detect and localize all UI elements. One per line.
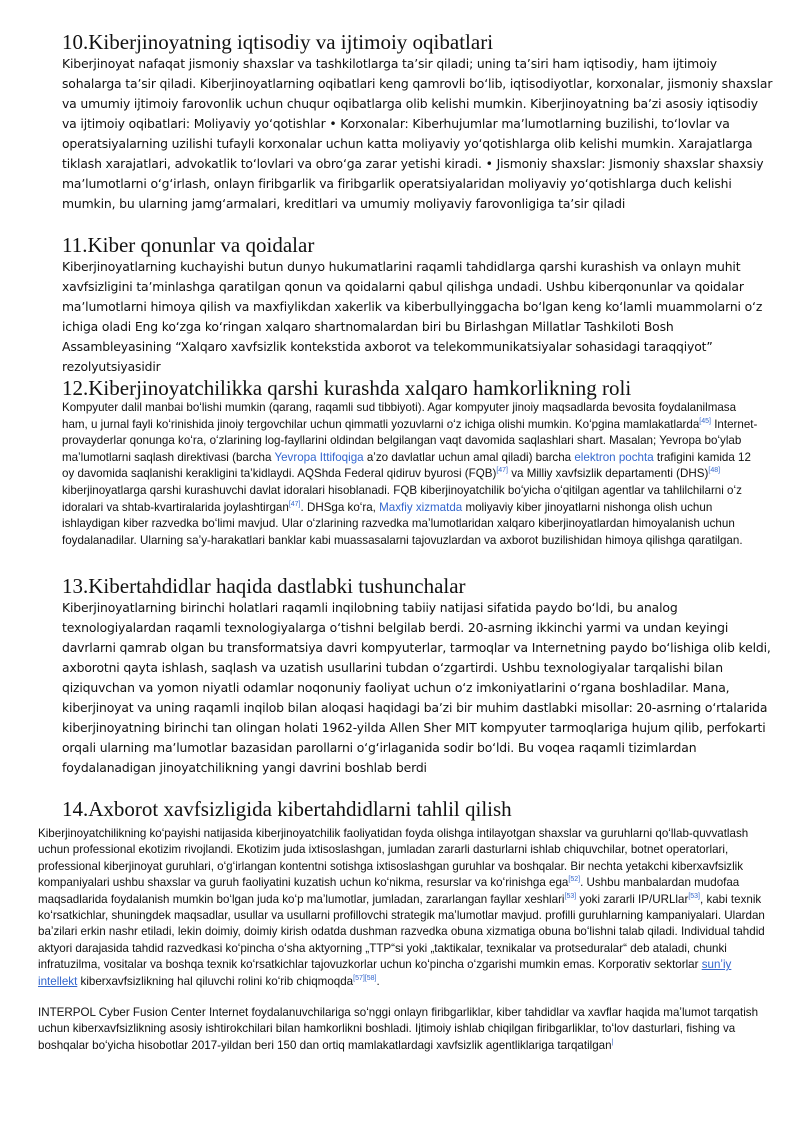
section-14-paragraph-1 [38, 826, 772, 990]
text-run: Kiberjinoyatchilikning koʻpayishi natijasida kiberjinoyatchilik faoliyatidan foyda olishga intilayotgan shaxslar va guruhlarni qoʻllab-quvvatlash uchun professional ekotizim rivojlandi. Ekotizim juda ixtisoslashgan, jumladan zararli dasturlarni ishlab chiquvchilar, botnet operatorlari, professional kiberjinoyat guruhlari, oʻgʻirlangan kontentni sotishga ixtisoslashgan guruhlar va boshqalar. Bir nechta yetakchi kiberxavfsizlik kompaniyalari ushbu shaxslar va guruh faoliyatini kuzatish uchun koʻnikma, resurslar va koʻrinishga ega [38, 827, 749, 890]
reference-53-b[interactable]: [53] [688, 892, 700, 900]
section-12-text [62, 400, 762, 549]
text-run: moliyaviy kiber jinoyatlarni nishonga olish uchun ishlaydigan kiber razvedka boʻlimi mavjud. Ular oʻzlarining razvedka maʼlumotlaridan xalqaro kiberjinoyatlardan himoyalanish uchun foydalanadilar. Ularning saʼy-harakatlari banklar kabi muassasalarni tajovuzlardan va axborot buzilishidan himoya qilishga qaratilgan. [62, 500, 743, 547]
text-run: Internet-provayderlar qonunga koʻra, oʻzlarining log-fayllarini oldindan belgilangan vaqt davomida saqlashlari shart. Masalan; Yevropa boʻylab maʼlumotlarni saqlash direktivasi (barcha [62, 417, 758, 464]
section-13-heading: 13.Kibertahdidlar haqida dastlabki tushunchalar [62, 574, 466, 598]
reference-marker[interactable]: | [611, 1038, 614, 1046]
section-10-heading: 10.Kiberjinoyatning iqtisodiy va ijtimoiy oqibatlari [62, 30, 494, 54]
section-10-text: Kiberjinoyat nafaqat jismoniy shaxslar va tashkilotlarga taʼsir qiladi; uning taʼsiri ham iqtisodiy, ham ijtimoiy sohalarga taʼsir qiladi. Kiberjinoyatlarning oqibatlari keng qamrovli boʻlib, iqtisodiyotlar, korxonalar, jismoniy shaxslar va umumiy ijtimoiy farovonlik uchun chuqur oqibatlarga olib kelishi mumkin. Kiberjinoyatning baʼzi asosiy iqtisodiy va ijtimoiy oqibatlari: Moliyaviy yoʻqotishlar • Korxonalar: Kiberhujumlar maʼlumotlarning buzilishi, toʻlovlar va operatsiyalarning uzilishi tufayli korxonalar uchun katta moliyaviy yoʻqotishlarga olib kelishi mumkin. Xarajatlarga tiklash xarajatlari, advokatlik toʻlovlari va obroʻga zarar yetishi kiradi. • Jismoniy shaxslar: Jismoniy shaxslar shaxsiy maʼlumotlarni oʻgʻirlash, onlayn firibgarlik va firibgarlik operatsiyalaridan moliyaviy yoʻqotishlarga duch kelishi mumkin, bu ularning jamgʻarmalari, kreditlari va umumiy moliyaviy farovonligiga taʼsir qiladi [62, 56, 773, 211]
reference-47[interactable]: [47] [496, 467, 509, 475]
link-elektron-pochta[interactable]: elektron pochta [574, 450, 654, 464]
link-suniy-intellekt[interactable]: sunʼiy intellekt [38, 958, 732, 988]
text-run: . DHSga koʻra, [300, 500, 380, 514]
section-11-text: Kiberjinoyatlarning kuchayishi butun dunyo hukumatlarini raqamli tahdidlarga qarshi kurashish va onlayn muhit xavfsizligini taʼminlashga qaratilgan qonun va qoidalarni qabul qilishga undadi. Ushbu kiberqonunlar va qoidalar maʼlumotlarni himoya qilish va maxfiylikdan xakerlik va kiberbullyinggacha boʻlgan keng koʻlamli muammolarni oʻz ichiga oladi Eng koʻzga koʻringan xalqaro shartnomalardan biri bu Birlashgan Millatlar Tashkiloti Bosh Assambleyasining “Xalqaro xavfsizlik kontekstida axborot va telekommunikatsiyalar sohasidagi taraqqiyot” rezolyutsiyasidir [62, 259, 763, 374]
reference-48[interactable]: [48] [708, 467, 721, 475]
reference-57-58[interactable]: [57][58] [353, 974, 377, 982]
text-run: . [376, 974, 380, 988]
section-14-paragraph-2 [38, 1005, 772, 1054]
section-11-heading: 11.Kiber qonunlar va qoidalar [62, 233, 315, 257]
text-run: kiberjinoyatlarga qarshi kurashuvchi davlat idoralari hisoblanadi. FQB kiberjinoyatchilik boʻyicha oʻqitilgan agentlar va tahlilchilarni oʻz idoralari va shtab-kvartiralarida joylashtirgan [62, 483, 742, 514]
text-run: yoki zararli IP/URLlar [576, 892, 689, 906]
section-14-heading: 14.Axborot xavfsizligida kibertahdidlarni tahlil qilish [62, 797, 512, 821]
link-yevropa-ittifoqiga[interactable]: Yevropa Ittifoqiga [274, 450, 364, 464]
text-run: trafigini kamida 12 oy davomida saqlanishi kerakligini taʼkidlaydi. AQShda Federal qidiruv byurosi (FQB) [62, 450, 751, 481]
text-run: Kompyuter dalil manbai boʻlishi mumkin (qarang, raqamli sud tibbiyoti). Agar kompyuter jinoiy maqsadlarda bevosita foydalanilmasa ham, u jurnal fayli koʻrinishida jinoiy tergovchilar uchun qimmatli yozuvlarni oʻz ichiga olishi mumkin. Koʻpgina mamlakatlarda [62, 401, 737, 431]
section-12-heading: 12.Kiberjinoyatchilikka qarshi kurashda xalqaro hamkorlikning roli [62, 376, 632, 400]
reference-47-b[interactable]: [47] [288, 500, 301, 508]
text-run: aʼzo davlatlar uchun amal qiladi) barcha [363, 450, 575, 464]
text-run: va Milliy xavfsizlik departamenti (DHS) [508, 467, 709, 481]
text-run: , kabi texnik koʻrsatkichlar, shuningdek maqsadlar, usullar va usullarni profillovchi strategik maʼlumotlar mavjud. profilli guruhlarning kampaniyalari. Ulardan baʼzilari erkin nashr etiladi, lekin doimiy, doimiy kirish odatda dushman razvedka obuna xizmatiga obuna boʻlishni talab qiladi. Individual tahdid aktyori darajasida tahdid razvedkasi koʻpincha oʻsha aktyorning „TTP“si yoki „taktikalar, texnikalar va protseduralar“ deb ataladi, chunki infratuzilma, vositalar va boshqa texnik koʻrsatkichlar tajovuzkorlar uchun koʻpincha oʻzgarishi mumkin emas. Korporativ sektorlar [38, 892, 765, 972]
section-13-text: Kiberjinoyatlarning birinchi holatlari raqamli inqilobning tabiiy natijasi sifatida paydo boʻldi, bu analog texnologiyalardan raqamli texnologiyalarga oʻtishni belgilab berdi. 20-asrning ikkinchi yarmi va undan keyingi davrlarni qamrab olgan bu transformatsiya davri kompyuterlar, tarmoqlar va Internetning paydo boʻlishiga olib keldi, axborotni qayta ishlash, saqlash va uzatish usullarini tubdan oʻzgartirdi. Ushbu texnologiyalar tarqalishi bilan qiziquvchan va yomon niyatli odamlar noqonuniy faoliyat uchun oʻz imkoniyatlarini oʻrgana boshladilar. Mana, kiberjinoyat va uning raqamli inqilob bilan aloqasi haqidagi baʼzi bir muhim dastlabki misollar: 20-asrning oʻrtalarida kiberjinoyatning birinchi tan olingan holati 1962-yilda Allen Sher MIT kompyuter tarmoqlariga hujum qilib, perfokarti orqali ularning maʼlumotlar bazasidan parollarni oʻgʻirlaganida sodir boʻldi. Bu voqea raqamli tizimlardan foydalanadigan jinoyatchilikning yangi davrini boshlab berdi [62, 600, 771, 775]
reference-52[interactable]: [52] [568, 876, 581, 884]
text-run: INTERPOL Cyber Fusion Center Internet foydalanuvchilariga soʻnggi onlayn firibgarliklar, kiber tahdidlar va xavflar haqida maʼlumot tarqatish uchun kiberxavfsizlikning asosiy ishtirokchilari bilan hamkorlikni boshladi. Ijtimoiy ishlab chiqilgan firibgarliklar, toʻlov dasturlari, fishing va boshqalar boʻyicha hisobotlar 2017-yildan beri 150 dan ortiq mamlakatlardagi xavfsizlik agentliklariga tarqatilgan [38, 1006, 759, 1052]
link-maxfiy-xizmatda[interactable]: Maxfiy xizmatda [379, 500, 463, 514]
text-run: . Ushbu manbalardan mudofaa maqsadlarida foydalanish mumkin boʻlgan juda koʻp maʼlumotlar, jumladan, zararlangan fayllar xeshlari [38, 876, 740, 906]
text-run: kiberxavfsizlikning hal qiluvchi rolini koʻrib chiqmoqda [77, 974, 354, 988]
reference-53[interactable]: [53] [564, 892, 577, 900]
reference-45[interactable]: [45] [699, 417, 711, 425]
